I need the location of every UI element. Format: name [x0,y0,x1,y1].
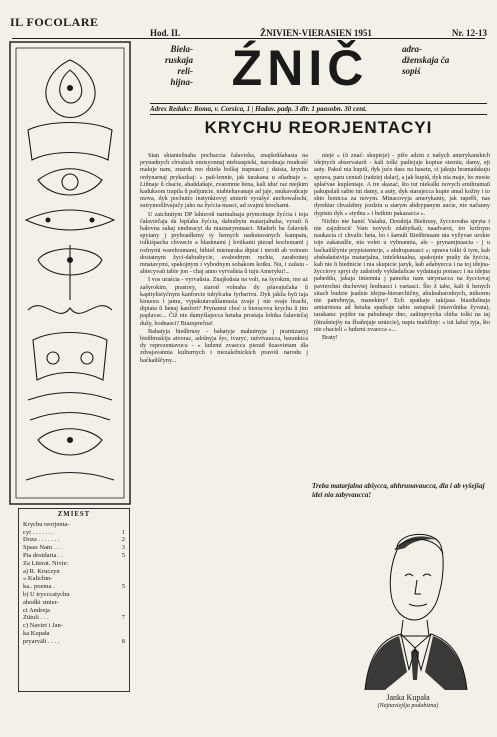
newspaper-title: ŹNIČ [231,40,369,96]
toc-entry-page: 2 [121,536,125,544]
toc-entry [23,560,125,568]
ornamental-border-illustration [8,40,132,506]
toc-entry [23,607,125,615]
article-quote: Treba matarjalna abšycca, ahhrunavaucca, dla i ab vyšejšaj idei nia zabyvaucca! [312,482,485,499]
toc-entry [23,575,125,583]
toc-entry-title: ci Andreja [23,606,50,614]
toc-list [23,521,125,646]
toc-entry-page: 7 [121,614,125,622]
toc-entry-title: Doza . . . . . . . [23,536,60,544]
toc-entry [23,529,125,537]
issue-info-row [150,28,487,38]
paragraph: nieje » (ŭ znać: skupieje) - pišo adzin z našych amerykanskich idejnych abservatarŭ - kali tolki padiejaje kupiue siemiu, damy, eji auty. Pakul nia kupiŭ, dyk juće dasc na hasetu, ci jakuju hramadskuju sprava, paru centaŭ (radziej dalar), a jak kupiŭ, dyk nia maje, bo mosie spłaĉvae kupleniaje. A tre skazać, što tut niekalki novych emihrantaŭ pakupalaŭ sabie tut damy, a auty, dyk starajecca kupie amal kožny i to shto honicca za novym. Minacovyja amerykanty, jak raprěli, nas dyrektar chvalebny jezdziu u starym abdrypanym aucie, nie načanny dypistu dyk « stydna » i betkim pakazacca ». [314,152,490,217]
paragraph: Nichto nie hanić Vaśahu, Dorahija Bieŭrusy, žycciovaha spryta i nie zajzdrocić Vam novych zdabytkaŭ; naadvarot, tro kožnym naukacia ci chvalic heta, bo i šamuli Bieŭbrusam nia vyžyvae urokie toje zakaradže, nia volni u vybnannia, ale - prynamjnaacia - j u baćkaŭščynie prypisiennoje, « abdrupanasci »; sprava tolki ŭ tym, kab absbałańsivija matarjalna, intelektualna, spakojnie praŭy da žyćcia, kab nie ŭ biednicie i nia skupicie jazyk, kab adabyecca i na toj idejna-žycciovy spryt dy zaŭsiody vykładalicae vydatnaju pomacc i na idejna pabeddu, jakaja imiennia j pamoha nam utrymacca na žycciovaj pavierchni duchoviej hodnasci i vartasci. Što ž tabe, kali ŭ henych sitach budzie jeadzie idejna-hierarchičny, ahulnaharodnych, mikomu nie patrebnyja, manekiny? Ech spatkaje takijasa biazdušnaja amiarnisna ad hetaha spatkaje tabie ustupiaŭ (niavolnika žyvata), tarakana: pojdor na pabuhnaje dno, zaŭtupvycha chiba tolki na taj (ŭtrašniejšy na žbaŭnjaje smiecie), napis mahiliny: « tut lažuć tyja, što nie chacieli « ludzmi zvaecca »... [314,217,490,333]
toc-entry-title: ahodki smier- [23,598,59,606]
toc-entry-page [122,521,125,529]
portrait-name: Janka Kupała [386,693,430,702]
series-name: IL FOCOLARE [10,15,99,29]
toc-entry [23,583,125,591]
toc-entry [23,614,125,622]
toc-entry-page [122,568,125,576]
toc-entry-page [122,575,125,583]
paragraph: I vos uraścia - vyrvaŭsia. Znajšoŭsia na voli, na šyrokim, mo aż zašyrokim, prastory, siarod volnaha dy pšavajučaha ŭ kapitylistyčnym kanforcie tubylcaha fyrbartvu. Dyk jakža byŭ taja kinuora i jamu, vypakutavaŭšamusia zvaje j nie svaje hrachi, dipiata ŭ henaj kanfort? Prynamsi choć u bieracova krychu ŭ jim paplavac... Čiž nie damyšlajecca hetaha prostaja lohika čałaviečaj dušy, hodnasci? Biazsprečna! [140,276,308,327]
toc-entry-page [122,607,125,615]
toc-entry [23,630,125,638]
subtitle-left-text: Biela- ruskaja reli- hijna- [164,44,193,87]
toc-entry-page [122,599,125,607]
toc-entry [23,599,125,607]
issue-date: ŽNIVIEN-VIERASIEN 1951 [260,28,372,38]
toc-entry-page: 5 [121,551,125,559]
portrait-illustration [345,520,485,690]
subtitle-right-text: adra- dženskaja ča sopiś [402,44,450,76]
toc-entry-title: ka Kupała [23,629,50,637]
toc-entry [23,638,125,646]
issue-number: Nr. 12-13 [451,28,487,38]
toc-entry-title: Spass Nam . . . [23,544,62,552]
toc-entry [23,591,125,599]
paragraph: Braty! [322,334,338,342]
subtitle-left [151,44,193,88]
toc-entry-page: 8 [121,637,125,645]
toc-entry [23,622,125,630]
article-column-2 [314,152,490,480]
portrait-caption: (Najnavieјšja podabizna) [377,703,439,709]
toc-entry-title: a) R. Kruczyn [23,567,60,575]
toc-entry-title: Zūtuli . . . [23,614,49,622]
toc-entry-title: b) U trycccatychu [23,590,70,598]
paragraph: Bahatyja bieŭbrusy - bahatyja mahutnyja j prarnizanyj bieŭbruskija atvorac, adolnyja šyc, tvaryc, raźvivaucca, barankica dy reprezentavuca - « ludzmi zvaecca pierad ŭzasvietam dla zdvajavannia kulturnych i niezaležnickich pravoŭ narodu j baćkaŭščyny... [140,327,308,364]
paragraph: Stan shiantežnaha pochaccia čałavieka, znajšoŭšahasia na prynadnych chvalach emisyonnaj niebiaspieki, narodnaja mudraść maluje nam, znarok mo dzieła bolšaj trapnasci j daisia, krychu ordynarnaj prykazkaj: « paŭ-lennie, jak tarakana u aŭadnaje ». Liñnaje ŭ chacie, ahaŭdaŭaje, zvarennie hena, kali iduć raz niejkim kaduksom trapila ŭ paŭjuncie, niabiehavanaje ad jaje, snukavaŭcaje mova, dyk pochutio instynktovyj smierti vyrašyć anchowaĺschi, sutrymoŭlivajučy jaho na žyćcia-masci, ad svajmi krochami. [140,152,308,210]
toc-title: ZMIEST [57,511,91,518]
toc-entry-title: cyi . . . . . . . [23,528,54,536]
toc-entry [23,552,125,560]
toc-entry-title: pryarvāli . . . . [23,637,60,645]
toc-entry-title: « Kalichin- [23,575,53,583]
toc-entry-title: Krychu reorjenta- [23,520,70,528]
toc-entry-title: Pia desidaria . . [23,551,63,559]
issue-year: Hod. II. [150,28,181,38]
article-headline: KRYCHU REORJENTACYI [204,118,433,137]
toc-entry [23,568,125,576]
toc-entry-page [122,622,125,630]
subtitle-right [402,44,472,77]
toc-entry-title: Za Literat. Nivie: [23,559,69,567]
table-of-contents [18,508,130,692]
toc-entry-page [122,630,125,638]
toc-entry-title: ka.. poema . [23,583,55,591]
paragraph: U zatchnitym DP lahieroŭ narmalnaja prymotnaje žyćcia i toja čałaviečaja da lepšaha žyćcia, dabrabytu matarjalnaha, vyraźi ŭ bałovna sahaj emihracyi da niaznarymnasci. Maderh ba čałaviek spytany j pryhoadlemy iy hemych nadratavanych kampatu, tolkiśpacha chvascie a blasknami j kvitkami pierad kochonami j rožnymi warehounami, hibieš mienuraka dipiat i mroiŭ ab voinom dostatnym žyci-dabrabycie, svabodnym ruchie, zarabotnoj mnatavymi, spakojnym i vyhodnym sobakom kotku. Nu, i zaŭsiu - abiecyvaŭ tabie jon - chaj anno vyrvaŭsia ŭ tuju Ameryku!... [140,210,308,276]
toc-entry-page: 5 [121,583,125,591]
article-column-1 [140,152,308,720]
toc-entry-page: 1 [121,528,125,536]
editorial-address: Adres Redakc: Roma, v. Corsica, 1 | Hadav. padp. 3 dlr. 1 paasobn. 30 cent. [150,103,487,115]
toc-entry [23,521,125,529]
toc-entry-page: 3 [121,544,125,552]
toc-entry [23,536,125,544]
toc-entry [23,544,125,552]
toc-entry-page [122,560,125,568]
toc-entry-page [122,591,125,599]
toc-entry-title: c) Naviet i Jan- [23,622,63,630]
